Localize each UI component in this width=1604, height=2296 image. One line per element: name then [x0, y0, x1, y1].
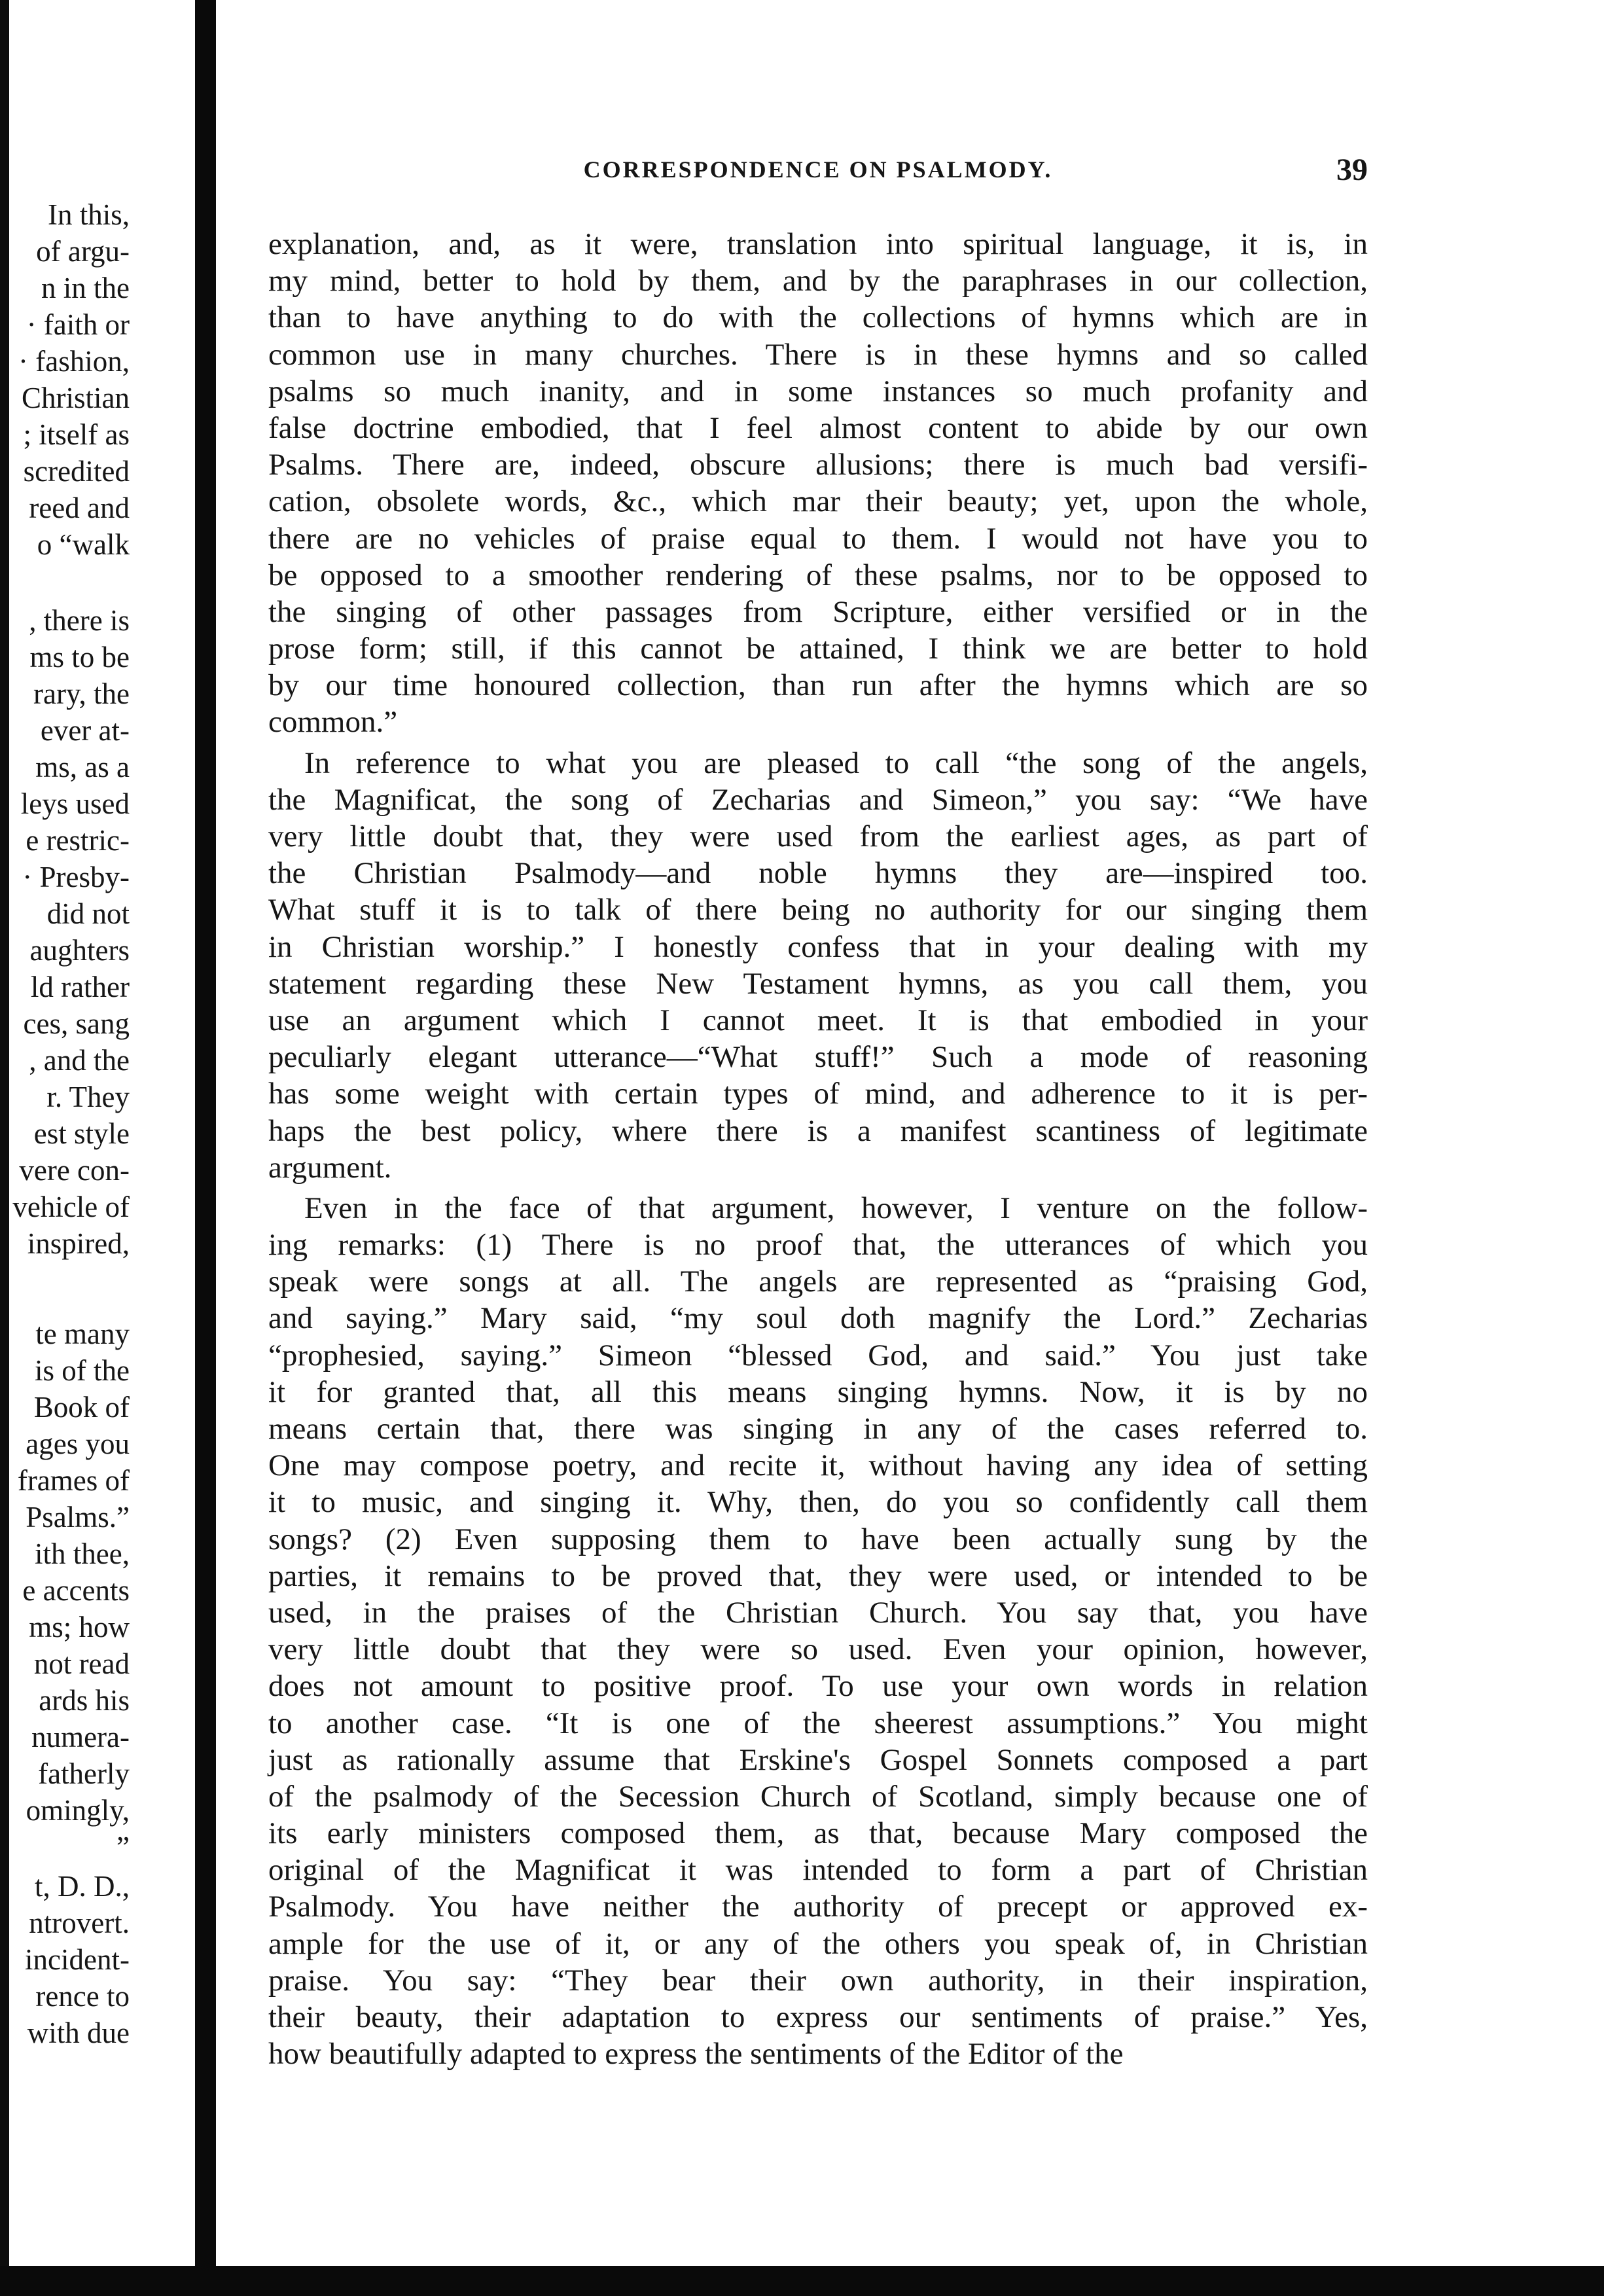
previous-page-line: · Presby-: [22, 861, 130, 893]
text-line: it for granted that, all this means singing hymns. Now, it is by no: [268, 1374, 1368, 1409]
previous-page-line: t, D. D.,: [35, 1870, 130, 1903]
previous-page-line: n in the: [41, 272, 130, 304]
text-line: false doctrine embodied, that I feel almost content to abide by our own: [268, 410, 1368, 445]
previous-page-line: Christian: [22, 382, 130, 414]
text-line: the singing of other passages from Scripture, either versified or in the: [268, 594, 1368, 629]
text-line: be opposed to a smoother rendering of these psalms, nor to be opposed to: [268, 558, 1368, 592]
previous-page-line: ntrovert.: [29, 1907, 130, 1939]
running-title: CORRESPONDENCE ON PSALMODY.: [583, 156, 1053, 183]
previous-page-line: numera-: [31, 1721, 130, 1753]
previous-page-line: reed and: [29, 492, 130, 524]
previous-page-line: fatherly: [38, 1757, 130, 1790]
previous-page-line: · fashion,: [18, 345, 130, 378]
previous-page-line: did not: [46, 897, 130, 930]
previous-page-line: o “walk: [37, 528, 130, 561]
text-line: of the psalmody of the Secession Church of Scotland, simply because one of: [268, 1779, 1368, 1814]
text-line: prose form; still, if this cannot be attained, I think we are better to hold: [268, 632, 1368, 666]
text-line: means certain that, there was singing in any of the cases referred to.: [268, 1412, 1368, 1446]
previous-page-line: aughters: [29, 934, 130, 967]
text-line: ample for the use of it, or any of the others you speak of, in Christian: [268, 1926, 1368, 1961]
previous-page-line: ”: [116, 1831, 130, 1863]
previous-page-line: ms to be: [29, 641, 130, 673]
text-line: common.”: [268, 705, 398, 740]
previous-page-line: incident-: [25, 1943, 130, 1976]
previous-page-line: inspired,: [27, 1227, 130, 1260]
text-line: there are no vehicles of praise equal to them. I would not have you to: [268, 521, 1368, 556]
previous-page-line: est style: [33, 1117, 130, 1150]
previous-page-line: ; itself as: [23, 418, 130, 451]
text-line: it to music, and singing it. Why, then, do you so confidently call them: [268, 1485, 1368, 1520]
text-line: than to have anything to do with the collections of hymns which are in: [268, 300, 1368, 335]
previous-page-line: In this,: [47, 198, 130, 231]
text-line: In reference to what you are pleased to call “the song of the angels,: [304, 745, 1368, 780]
previous-page-line: te many: [35, 1318, 130, 1350]
previous-page-line: Psalms.”: [26, 1501, 130, 1534]
text-line: ing remarks: (1) There is no proof that, the utterances of which you: [268, 1228, 1368, 1263]
previous-page-line: r. They: [46, 1081, 130, 1113]
text-line: and saying.” Mary said, “my soul doth magnify the Lord.” Zecharias: [268, 1301, 1368, 1336]
text-line: the Magnificat, the song of Zecharias and Simeon,” you say: “We have: [268, 782, 1368, 817]
previous-page-line: frames of: [17, 1464, 130, 1497]
text-line: haps the best policy, where there is a manifest scantiness of legitimate: [268, 1113, 1368, 1148]
text-line: how beautifully adapted to express the sentiments of the Editor of the: [268, 2037, 1124, 2072]
paragraph: [268, 226, 1368, 741]
text-line: very little doubt that they were so used. Even your opinion, however,: [268, 1632, 1368, 1667]
text-line: praise. You say: “They bear their own authority, in their inspiration,: [268, 1963, 1368, 1998]
previous-page-line: is of the: [35, 1354, 130, 1387]
text-line: does not amount to positive proof. To use your own words in relation: [268, 1669, 1368, 1704]
text-line: speak were songs at all. The angels are represented as “praising God,: [268, 1265, 1368, 1299]
previous-page-line: ever at-: [40, 714, 130, 747]
text-line: the Christian Psalmody—and noble hymns they are—inspired too.: [268, 856, 1368, 891]
book-spine-shadow: [195, 0, 216, 2296]
previous-page-line: ith thee,: [35, 1537, 130, 1570]
previous-page-line: not read: [33, 1647, 130, 1680]
paragraph: [268, 1190, 1368, 2073]
text-line: common use in many churches. There is in these hymns and so called: [268, 337, 1368, 372]
text-line: “prophesied, saying.” Simeon “blessed God, and said.” You just take: [268, 1338, 1368, 1372]
text-line: peculiarly elegant utterance—“What stuff!” Such a mode of reasoning: [268, 1040, 1368, 1075]
previous-page-line: rary, the: [33, 677, 130, 710]
text-line: Even in the face of that argument, however, I venture on the follow-: [304, 1191, 1368, 1225]
previous-page-line: ces, sang: [23, 1007, 130, 1040]
text-line: Psalmody. You have neither the authority of precept or approved ex-: [268, 1890, 1368, 1924]
paragraph: [268, 745, 1368, 1186]
previous-page-line: ages you: [26, 1427, 130, 1460]
text-line: explanation, and, as it were, translation into spiritual language, it is, in: [268, 227, 1368, 261]
text-line: argument.: [268, 1150, 392, 1185]
text-line: original of the Magnificat it was intended to form a part of Christian: [268, 1853, 1368, 1888]
page-header: [268, 152, 1368, 195]
previous-page-line: · faith or: [26, 308, 130, 341]
scan-bottom-border: [0, 2266, 1604, 2296]
previous-page-line: ms, as a: [35, 751, 130, 783]
previous-page-line: ld rather: [30, 971, 130, 1003]
previous-page-line: ms; how: [29, 1611, 130, 1643]
previous-page-line: ards his: [39, 1684, 130, 1717]
previous-page-line: leys used: [20, 787, 130, 820]
previous-page-line: e accents: [22, 1574, 130, 1607]
text-line: Psalms. There are, indeed, obscure allusions; there is much bad versifi-: [268, 448, 1368, 482]
text-line: by our time honoured collection, than run after the hymns which are so: [268, 668, 1368, 703]
previous-page-line: rence to: [35, 1980, 130, 2013]
text-line: statement regarding these New Testament hymns, as you call them, you: [268, 966, 1368, 1001]
text-line: in Christian worship.” I honestly confess that in your dealing with my: [268, 929, 1368, 964]
body-text: [268, 226, 1368, 2072]
previous-page-line: , there is: [29, 604, 130, 637]
previous-page-line: Book of: [33, 1391, 130, 1424]
page-number: 39: [1336, 152, 1368, 187]
previous-page-line: scredited: [23, 455, 130, 488]
text-line: its early ministers composed them, as that, because Mary composed the: [268, 1816, 1368, 1851]
previous-page-line: omingly,: [26, 1794, 130, 1827]
text-line: use an argument which I cannot meet. It is that embodied in your: [268, 1003, 1368, 1037]
previous-page-line: e restric-: [26, 824, 130, 857]
text-line: cation, obsolete words, &c., which mar their beauty; yet, upon the whole,: [268, 484, 1368, 519]
text-line: One may compose poetry, and recite it, without having any idea of setting: [268, 1448, 1368, 1483]
previous-page-line: vehicle of: [12, 1191, 130, 1223]
previous-page-line: of argu-: [36, 235, 130, 268]
previous-page-line: vere con-: [19, 1154, 130, 1187]
text-line: What stuff it is to talk of there being no authority for our singing them: [268, 893, 1368, 927]
previous-page-line: with due: [27, 2017, 130, 2049]
text-line: just as rationally assume that Erskine's Gospel Sonnets composed a part: [268, 1742, 1368, 1777]
text-line: my mind, better to hold by them, and by the paraphrases in our collection,: [268, 264, 1368, 298]
text-line: has some weight with certain types of mind, and adherence to it is per-: [268, 1077, 1368, 1111]
text-line: to another case. “It is one of the sheerest assumptions.” You might: [268, 1706, 1368, 1740]
text-line: psalms so much inanity, and in some instances so much profanity and: [268, 374, 1368, 408]
text-line: songs? (2) Even supposing them to have been actually sung by the: [268, 1522, 1368, 1556]
text-line: their beauty, their adaptation to express our sentiments of praise.” Yes,: [268, 2000, 1368, 2034]
text-line: very little doubt that, they were used from the earliest ages, as part of: [268, 819, 1368, 853]
text-line: used, in the praises of the Christian Church. You say that, you have: [268, 1595, 1368, 1630]
page-left-edge: [0, 0, 9, 2296]
previous-page-line: , and the: [29, 1044, 130, 1077]
text-line: parties, it remains to be proved that, they were used, or intended to be: [268, 1558, 1368, 1593]
